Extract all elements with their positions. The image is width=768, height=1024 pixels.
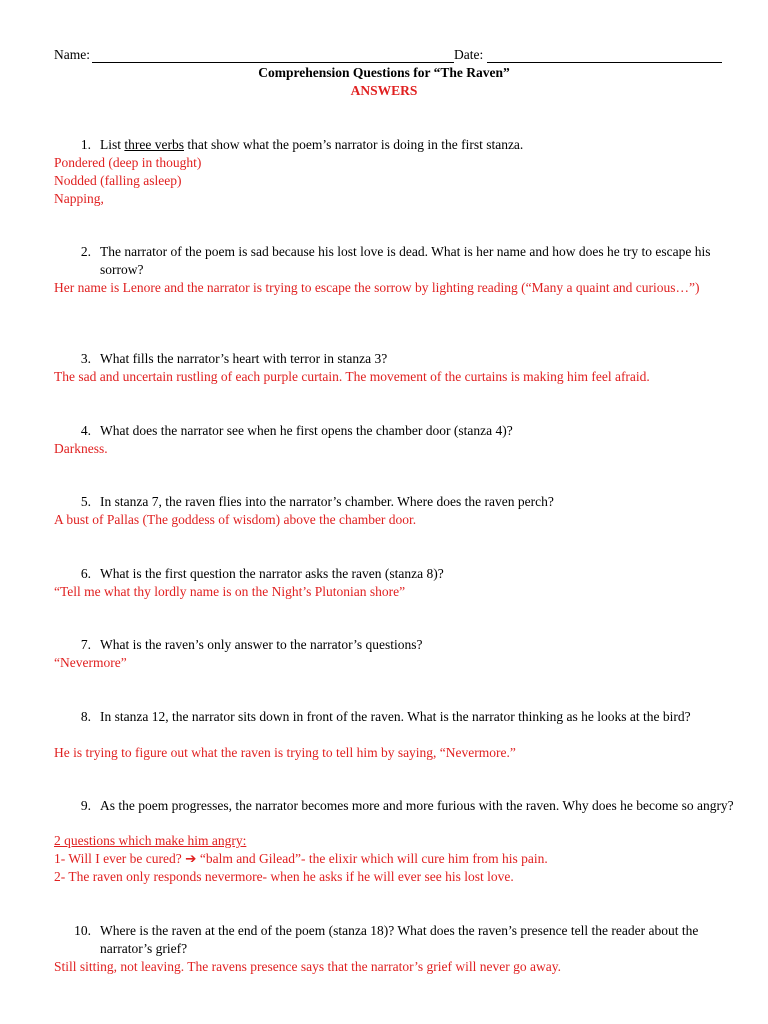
question-text: The narrator of the poem is sad because his lost love is dead. What is her name and how does he try to escape his sorrow?: [100, 244, 711, 277]
question-9: [54, 797, 734, 815]
question-7: [54, 636, 734, 654]
answer-line: Still sitting, not leaving. The ravens presence says that the narrator’s grief will never go away.: [54, 959, 561, 974]
question-text-part: that show what the poem’s narrator is doing in the first stanza.: [184, 137, 524, 152]
date-label: Date:: [454, 47, 484, 62]
question-2: [54, 243, 734, 279]
question-10: [54, 922, 734, 958]
question-number: 8.: [80, 709, 91, 724]
name-date-row: [54, 47, 722, 67]
question-number: 2.: [80, 244, 91, 259]
question-text: Where is the raven at the end of the poem (stanza 18)? What does the raven’s presence tell the reader about the narrator’s grief?: [100, 923, 699, 956]
question-8: [54, 708, 734, 726]
question-text: In stanza 12, the narrator sits down in front of the raven. What is the narrator thinking as he looks at the bird?: [100, 709, 691, 724]
answer-line: Napping,: [54, 191, 104, 206]
answer-line: Darkness.: [54, 441, 108, 456]
page-title: Comprehension Questions for “The Raven”: [258, 65, 510, 80]
question-text: What does the narrator see when he first opens the chamber door (stanza 4)?: [100, 423, 513, 438]
question-4: [54, 422, 734, 440]
question-number: 1.: [80, 137, 91, 152]
answer-line: 2- The raven only responds nevermore- when he asks if he will ever see his lost love.: [54, 869, 514, 884]
name-label: Name:: [54, 47, 90, 62]
question-text: In stanza 7, the raven flies into the narrator’s chamber. Where does the raven perch?: [100, 494, 554, 509]
name-blank-line: [92, 62, 454, 63]
question-text: As the poem progresses, the narrator becomes more and more furious with the raven. Why does he become so angry?: [100, 798, 734, 813]
answer-line: 1- Will I ever be cured? ➔ “balm and Gilead”- the elixir which will cure him from his pain.: [54, 851, 548, 866]
question-number: 10.: [74, 923, 91, 938]
answer-line: The sad and uncertain rustling of each purple curtain. The movement of the curtains is making him feel afraid.: [54, 369, 650, 384]
answer-line: “Tell me what thy lordly name is on the Night’s Plutonian shore”: [54, 584, 406, 599]
question-text: What fills the narrator’s heart with terror in stanza 3?: [100, 351, 388, 366]
question-number: 6.: [80, 566, 91, 581]
answer-line: Pondered (deep in thought): [54, 155, 202, 170]
question-text: [100, 136, 734, 154]
question-5: [54, 493, 734, 511]
question-text-part: List: [100, 137, 125, 152]
answer-heading: 2 questions which make him angry:: [54, 833, 247, 848]
answer-line: “Nevermore”: [54, 655, 127, 670]
question-6: [54, 565, 734, 583]
date-blank-line: [487, 62, 722, 63]
answer-line: Her name is Lenore and the narrator is trying to escape the sorrow by lighting reading (“Many a quaint and curious…”): [54, 280, 700, 295]
answer-line: A bust of Pallas (The goddess of wisdom) above the chamber door.: [54, 512, 417, 527]
answer-line: He is trying to figure out what the raven is trying to tell him by saying, “Nevermore.”: [54, 745, 516, 760]
question-text: What is the first question the narrator asks the raven (stanza 8)?: [100, 566, 444, 581]
question-number: 7.: [80, 637, 91, 652]
question-text-underlined: three verbs: [124, 137, 184, 152]
page-subtitle: ANSWERS: [350, 83, 418, 98]
answer-line: Nodded (falling asleep): [54, 173, 182, 188]
question-number: 3.: [80, 351, 91, 366]
question-number: 9.: [80, 798, 91, 813]
question-number: 4.: [80, 423, 91, 438]
question-number: 5.: [80, 494, 91, 509]
question-1: [54, 136, 734, 154]
question-text: What is the raven’s only answer to the narrator’s questions?: [100, 637, 423, 652]
question-3: [54, 350, 734, 368]
